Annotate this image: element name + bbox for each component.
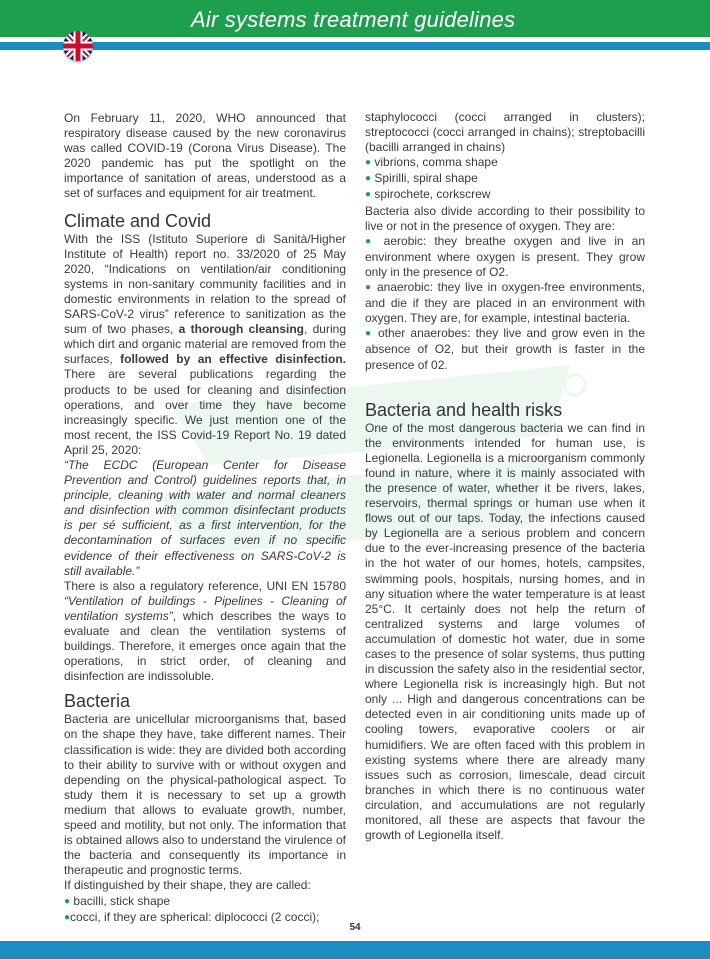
climate-text-a: With the ISS (Istituto Superiore di Sanità/Higher Institute of Health) report no. 33/2020 of 25 May 2020, “Indications on ventilation/air conditioning systems in non-sanitary community facilities and in domestic environments in relation to the spread of SARS-CoV-2 virus” reference to sanitization as the sum of two phases, (64, 231, 346, 337)
legionella-paragraph: One of the most dangerous bacteria we can find in the environments intended for human use, is Legionella. Legionella is a microorganism commonly found in nature, where it is mainly associated with the presence of water, whether it be rivers, lakes, reservoirs, thermal springs or human use when it flows out of our taps. Today, the infections caused by Legionella are a serious problem and concern due to the ever-increasing presence of the bacteria in the hot water of our homes, hotels, campsites, swimming pools, hospitals, nursing homes, and in any situation where the water temperature is at least 25°C. It certainly does not help the return of centralized systems and large volumes of accumulation of domestic hot water, due in some cases to the presence of solar systems, thus putting in discussion the safety also in the residential sector, where Legionella risk is increasingly high. But not only ... High and dangerous concentrations can be detected even in air conditioning units made up of cooling towers, evaporative coolers or air humidifiers. We are often faced with this problem in existing systems where there are already many issues such as corrosion, limescale, dead circuit branches in which there is no continuous water circulation, and accumulations are not regularly monitored, all these are aspects that favour the growth of Legionella itself. (365, 420, 645, 843)
bacteria-paragraph: Bacteria are unicellular microorganisms that, based on the shape they have, take different names. Their classification is wide: they are divided both according to their ability to survive with or without oxygen and depending on the physical-pathological aspect. To study them it is necessary to set up a growth medium that allows to evaluate growth, number, speed and motility, but not only. The information that is obtained allows also to understand the virulence of the bacteria and consequently its importance in therapeutic and prognostic terms. (64, 712, 346, 878)
bullet-icon: ● (365, 189, 372, 201)
climate-quote: “The ECDC (European Center for Disease Prevention and Control) guidelines reports that, in principle, cleaning with water and normal cleaners and disinfection with common disinfectant products is per sé sufficient, as a first intervention, for the decontamination of surfaces even if no specific evidence of their effectiveness on SARS-CoV-2 is still available.” (64, 457, 346, 578)
regulatory-paragraph (64, 579, 346, 685)
page-number: 54 (349, 922, 361, 933)
header-blue-stripe (0, 42, 710, 50)
footer-bar (0, 941, 710, 959)
heading-health-risks: Bacteria and health risks (365, 399, 563, 420)
left-column (64, 111, 346, 926)
list-item: ● anaerobic: they live in oxygen-free environments, and die if they are placed in an environment with oxygen. They are, for example, intestinal bacteria. (365, 280, 645, 326)
bullet-icon: ● (365, 235, 376, 247)
uk-flag-icon (63, 31, 93, 61)
climate-bold-cleansing: a thorough cleansing (178, 322, 304, 337)
bullet-icon: ● (365, 157, 372, 169)
cocci-continuation: staphylococci (cocci arranged in clusters); streptococci (cocci arranged in chains); streptobacilli (bacilli arranged in chains) (365, 110, 645, 155)
climate-bold-disinfection: followed by an effective disinfection. (120, 352, 346, 367)
heading-bacteria: Bacteria (64, 691, 131, 712)
page-title: Air systems treatment guidelines (191, 7, 516, 32)
header-bar (0, 0, 710, 37)
bullet-icon: ● (365, 328, 373, 340)
list-item: ● aerobic: they breathe oxygen and live in an environment where oxygen is present. They grow only in the presence of O2. (365, 233, 645, 279)
bullet-icon: ● (64, 895, 71, 907)
list-item: ● vibrions, comma shape (365, 155, 498, 170)
regulatory-text-c: , which describes the ways to evaluate and clean the ventilation systems of buildings. Therefore, it emerges once again that the operations, in strict order, of cleaning and disinfection are indissoluble. (64, 608, 346, 684)
bullet-icon: ● (365, 282, 373, 294)
regulatory-title: “Ventilation of buildings - Pipelines - Cleaning of ventilation systems” (64, 593, 346, 623)
right-column (365, 110, 645, 843)
intro-paragraph: On February 11, 2020, WHO announced that respiratory disease caused by the new coronavirus was called COVID-19 (Corona Virus Disease). The 2020 pandemic has put the spotlight on the importance of sanitation of areas, understood as a set of surfaces and equipment for air treatment. (64, 111, 346, 201)
bacteria-shape-intro: If distinguished by their shape, they are called: (64, 878, 311, 893)
list-item: ●cocci, if they are spherical: diplococci (2 cocci); (64, 909, 320, 924)
list-item: ● bacilli, stick shape (64, 893, 171, 908)
regulatory-text-a: There is also a regulatory reference, UNI EN 15780 (64, 578, 346, 593)
climate-text-c: , during which dirt and organic material are removed from the surfaces, (64, 322, 346, 367)
climate-paragraph (64, 232, 346, 458)
list-item: ● Spirilli, spiral shape (365, 171, 478, 186)
list-item: ● spirochete, corkscrew (365, 187, 491, 202)
list-item: ● other anaerobes: they live and grow even in the absence of O2, but their growth is faster in the presence of 02. (365, 326, 645, 372)
bullet-icon: ● (64, 911, 71, 923)
heading-climate-covid: Climate and Covid (64, 210, 212, 231)
oxygen-intro: Bacteria also divide according to their possibility to live or not in the presence of oxygen. They are: (365, 203, 645, 233)
climate-text-e: There are several publications regarding the products to be used for cleaning and disinfection operations, and over time they have become increasingly specific. We just mention one of the most recent, the ISS Covid-19 Report No. 19 dated April 25, 2020: (64, 367, 346, 457)
bullet-icon: ● (365, 173, 372, 185)
